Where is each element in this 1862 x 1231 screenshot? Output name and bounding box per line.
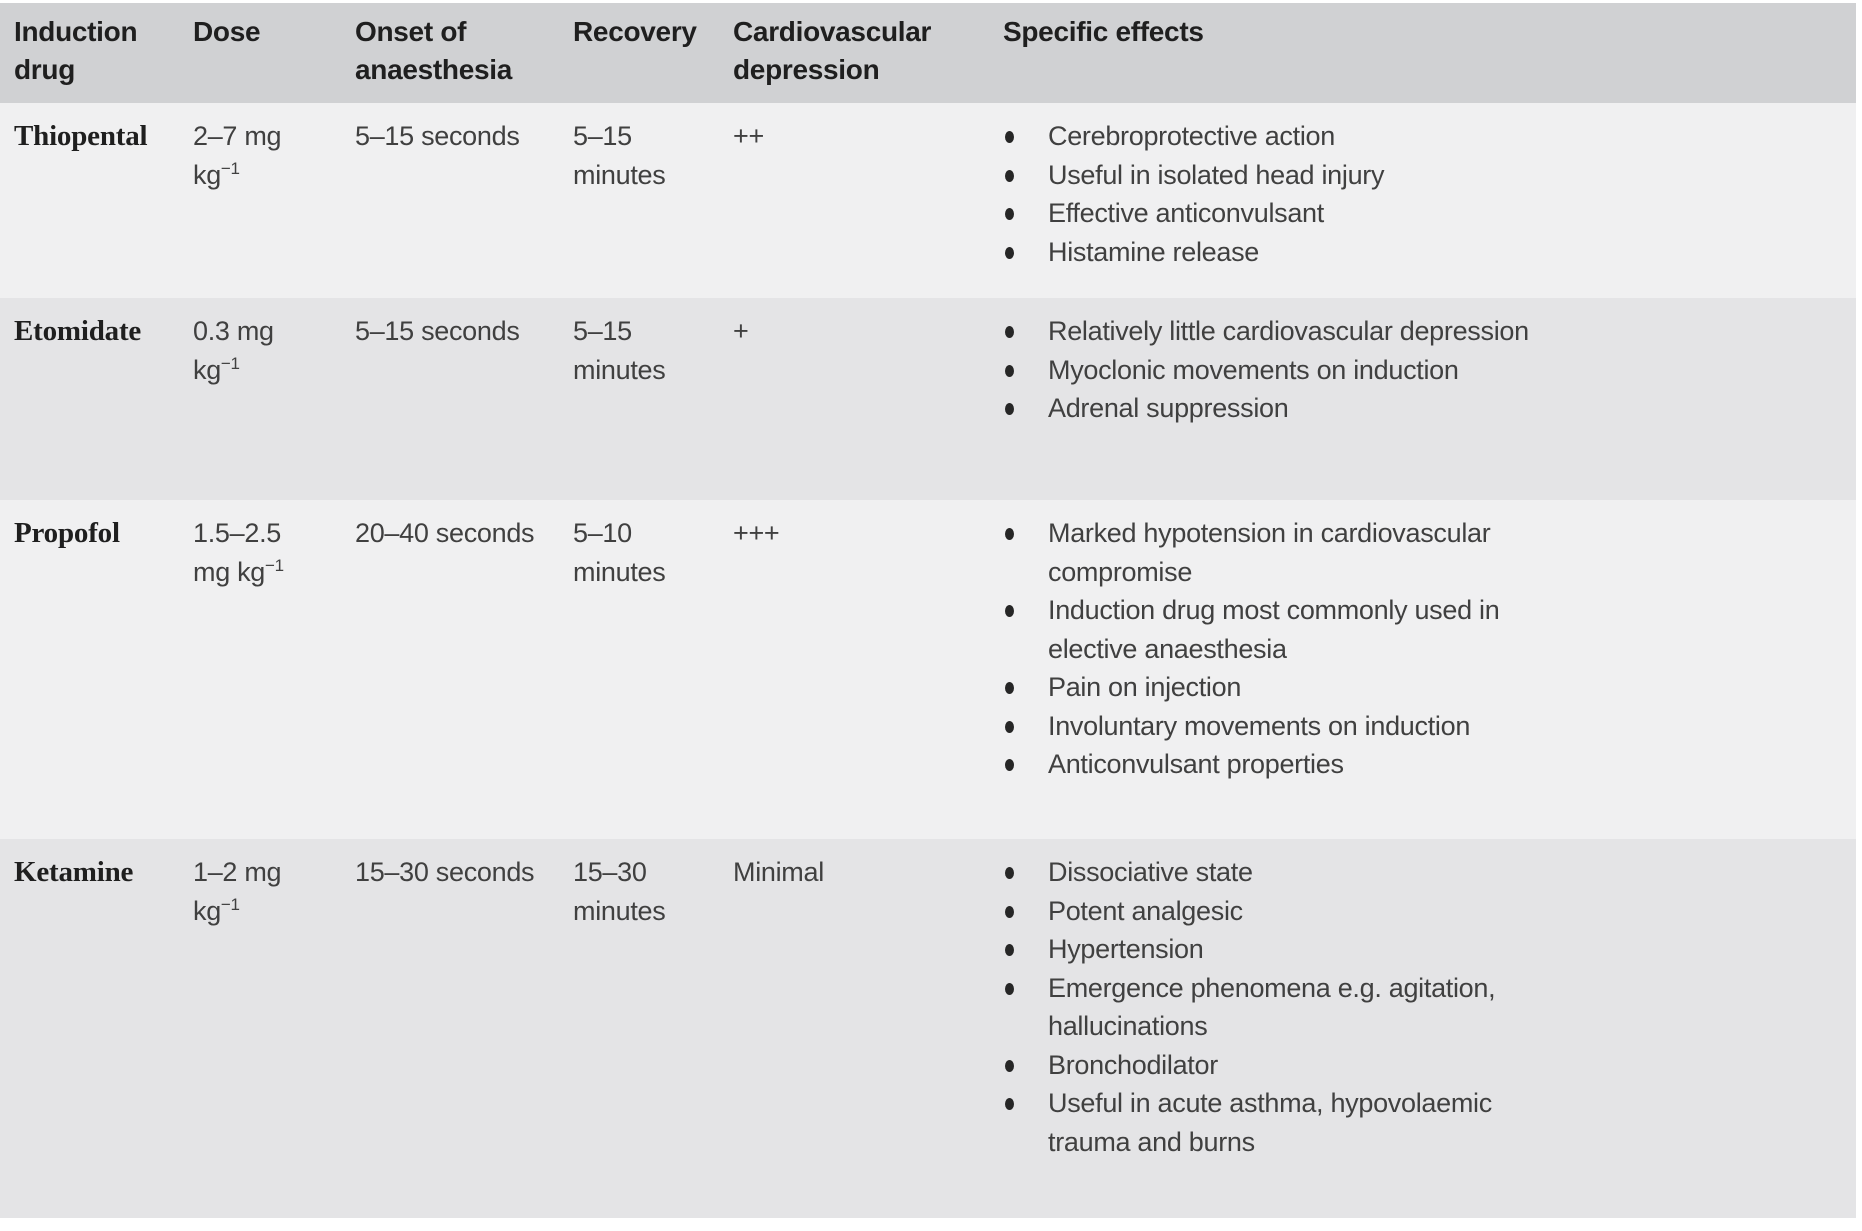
- recovery-cell: [573, 312, 733, 492]
- dose-unit: kg: [193, 159, 221, 190]
- recovery-unit: minutes: [573, 159, 666, 190]
- bullet-icon: [1003, 591, 1048, 617]
- bullet-icon: [1003, 156, 1048, 182]
- bullet-icon: [1003, 514, 1048, 540]
- column-header-recovery: Recovery: [573, 16, 697, 47]
- onset-cell: 15–30 seconds: [355, 857, 535, 887]
- dose-exponent: −1: [265, 555, 284, 575]
- dose-unit: kg: [193, 354, 221, 385]
- bullet-icon: [1003, 351, 1048, 377]
- table-row-etomidate: [0, 298, 1856, 500]
- list-item: Marked hypotension in cardiovascular compromise: [1003, 514, 1844, 591]
- list-item: Useful in isolated head injury: [1003, 156, 1844, 195]
- effects-list: [1003, 117, 1844, 271]
- column-header-induction-drug: Induction drug: [14, 16, 138, 85]
- column-header-specific-effects: Specific effects: [1003, 16, 1204, 47]
- induction-drugs-table: [0, 3, 1856, 1218]
- recovery-value: 5–15: [573, 316, 632, 346]
- dose-unit: kg: [193, 895, 221, 926]
- recovery-value: 5–15: [573, 121, 632, 151]
- bullet-icon: [1003, 117, 1048, 143]
- recovery-value: 5–10: [573, 518, 632, 548]
- list-item: Hypertension: [1003, 930, 1844, 969]
- cardiovascular-depression-cell: ++: [733, 121, 764, 151]
- list-item: Cerebroprotective action: [1003, 117, 1844, 156]
- dose-cell: [193, 853, 355, 1210]
- dose-unit: mg kg: [193, 556, 266, 587]
- dose-value: 1–2 mg: [193, 857, 282, 887]
- bullet-icon: [1003, 194, 1048, 220]
- bullet-icon: [1003, 389, 1048, 415]
- bullet-icon: [1003, 668, 1048, 694]
- table-header-row: [0, 3, 1856, 103]
- list-item: Myoclonic movements on induction: [1003, 351, 1844, 390]
- list-item: Adrenal suppression: [1003, 389, 1844, 428]
- list-item: Bronchodilator: [1003, 1046, 1844, 1085]
- bullet-icon: [1003, 233, 1048, 259]
- cardiovascular-depression-cell: +++: [733, 518, 780, 548]
- recovery-value: 15–30: [573, 857, 647, 887]
- list-item: Effective anticonvulsant: [1003, 194, 1844, 233]
- dose-exponent: −1: [220, 353, 240, 373]
- list-item: Dissociative state: [1003, 853, 1844, 892]
- dose-cell: [193, 514, 355, 831]
- bullet-icon: [1003, 745, 1048, 771]
- specific-effects-cell: [1003, 514, 1856, 831]
- drug-name: Ketamine: [14, 856, 134, 888]
- dose-cell: [193, 117, 355, 290]
- bullet-icon: [1003, 853, 1048, 879]
- drug-name: Propofol: [14, 517, 120, 549]
- recovery-cell: [573, 853, 733, 1210]
- list-item: Potent analgesic: [1003, 892, 1844, 931]
- bullet-icon: [1003, 930, 1048, 956]
- onset-cell: 5–15 seconds: [355, 316, 520, 346]
- onset-cell: 5–15 seconds: [355, 121, 520, 151]
- dose-exponent: −1: [220, 894, 240, 914]
- cardiovascular-depression-cell: Minimal: [733, 857, 824, 887]
- dose-value: 1.5–2.5: [193, 518, 281, 548]
- column-header-dose: Dose: [193, 16, 261, 47]
- list-item: Emergence phenomena e.g. agitation, hallucinations: [1003, 969, 1844, 1046]
- bullet-icon: [1003, 312, 1048, 338]
- recovery-unit: minutes: [573, 556, 666, 587]
- list-item: Induction drug most commonly used in elective anaesthesia: [1003, 591, 1844, 668]
- recovery-unit: minutes: [573, 354, 666, 385]
- specific-effects-cell: [1003, 312, 1856, 492]
- bullet-icon: [1003, 707, 1048, 733]
- list-item: Anticonvulsant properties: [1003, 745, 1844, 784]
- list-item: Histamine release: [1003, 233, 1844, 272]
- effects-list: [1003, 853, 1844, 1161]
- list-item: Involuntary movements on induction: [1003, 707, 1844, 746]
- drug-name: Thiopental: [14, 120, 148, 152]
- bullet-icon: [1003, 1046, 1048, 1072]
- recovery-unit: minutes: [573, 895, 666, 926]
- cardiovascular-depression-cell: +: [733, 316, 749, 346]
- bullet-icon: [1003, 969, 1048, 995]
- dose-value: 0.3 mg: [193, 316, 274, 346]
- effects-list: [1003, 514, 1844, 784]
- specific-effects-cell: [1003, 117, 1856, 290]
- bullet-icon: [1003, 892, 1048, 918]
- specific-effects-cell: [1003, 853, 1856, 1210]
- list-item: Pain on injection: [1003, 668, 1844, 707]
- effects-list: [1003, 312, 1844, 428]
- table-row-thiopental: [0, 103, 1856, 298]
- bullet-icon: [1003, 1084, 1048, 1110]
- dose-exponent: −1: [220, 158, 240, 178]
- list-item: Relatively little cardiovascular depression: [1003, 312, 1844, 351]
- list-item: Useful in acute asthma, hypovolaemic trauma and burns: [1003, 1084, 1844, 1161]
- onset-cell: 20–40 seconds: [355, 518, 535, 548]
- dose-value: 2–7 mg: [193, 121, 282, 151]
- recovery-cell: [573, 117, 733, 290]
- table-row-propofol: [0, 500, 1856, 839]
- column-header-onset: Onset of anaesthesia: [355, 16, 513, 85]
- column-header-cardiovascular-depression: Cardiovascular depression: [733, 16, 932, 85]
- table-row-ketamine: [0, 839, 1856, 1218]
- drug-name: Etomidate: [14, 315, 142, 347]
- dose-cell: [193, 312, 355, 492]
- recovery-cell: [573, 514, 733, 831]
